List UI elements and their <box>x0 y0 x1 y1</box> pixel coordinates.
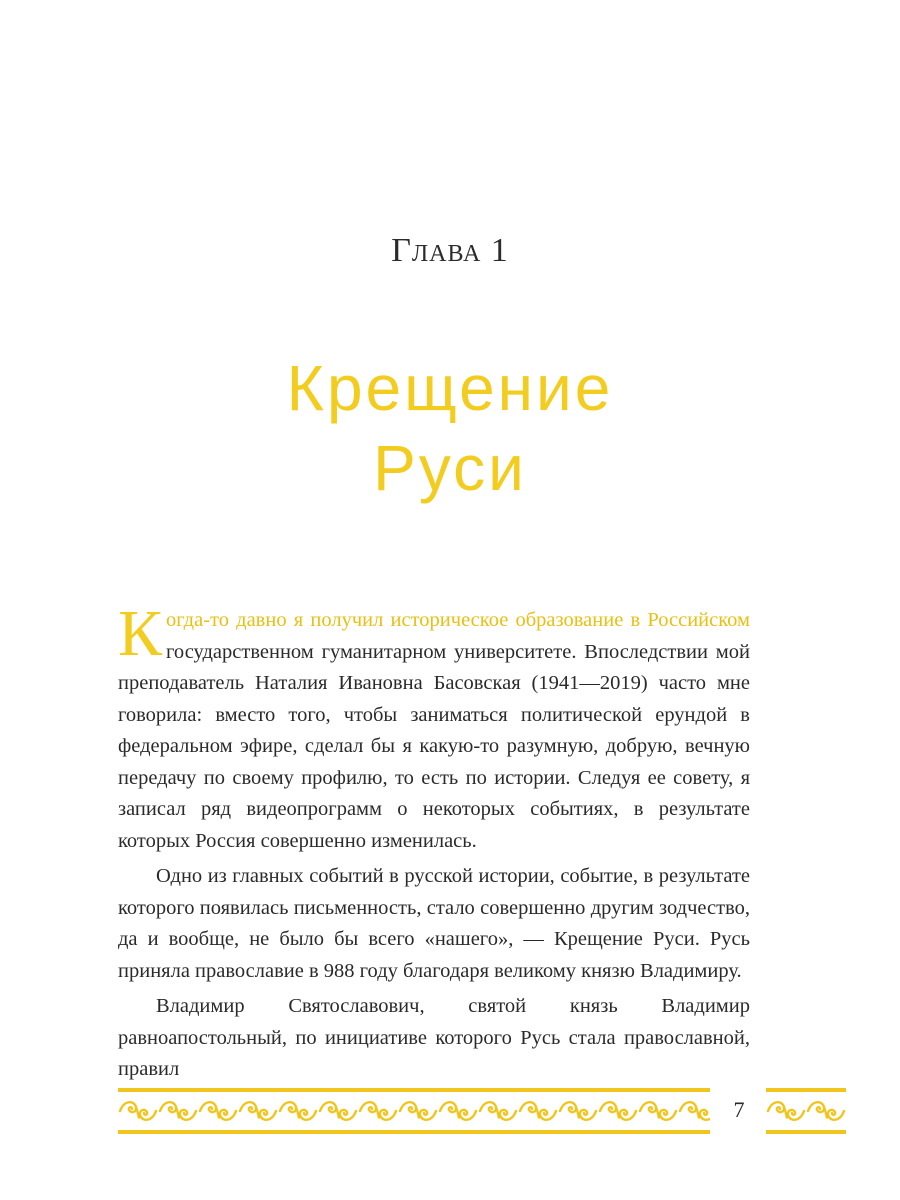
chapter-label: Глава 1 <box>391 232 509 269</box>
scroll-ornament-icon <box>766 1092 846 1130</box>
chapter-title <box>0 348 900 508</box>
body-text <box>118 597 750 1086</box>
chapter-title-line-1: Крещение <box>286 352 614 424</box>
paragraph-2: Одно из главных событий в русской истории, событие, в результате которого появилась письменность, стало совершенно другим зодчество, да и вообще, не было бы всего «нашего», — Крещение Руси. Русь приняла православие в 988 году благодаря великому князю Владимиру. <box>118 865 750 982</box>
paragraph-1 <box>118 597 750 857</box>
paragraph-3: Владимир Святославович, святой князь Владимир равноапостольный, по инициативе которого Русь стала православной, правил <box>118 995 750 1080</box>
scroll-ornament-icon <box>118 1092 710 1130</box>
ornament-band-right <box>766 1088 846 1134</box>
drop-cap: К <box>118 597 163 670</box>
ornament-band-left <box>118 1088 710 1134</box>
page-number: 7 <box>733 1097 745 1122</box>
chapter-title-line-2: Руси <box>373 432 527 504</box>
lead-in-text: огда-то давно я получил историческое образование в Российском <box>166 609 750 631</box>
paragraph-1-text: государственном гуманитарном университете. Впоследствии мой преподаватель Наталия Ивановна Басовская (1941—2019) часто мне говорила: вместо того, чтобы заниматься политической ерундой в федеральном эфире, сделал бы я какую-то разумную, добрую, вечную передачу по своему профилю, то есть по истории. Следуя ее совету, я записал ряд видеопрограмм о некоторых событиях, в результате которых Россия совершенно изменилась. <box>118 640 750 852</box>
